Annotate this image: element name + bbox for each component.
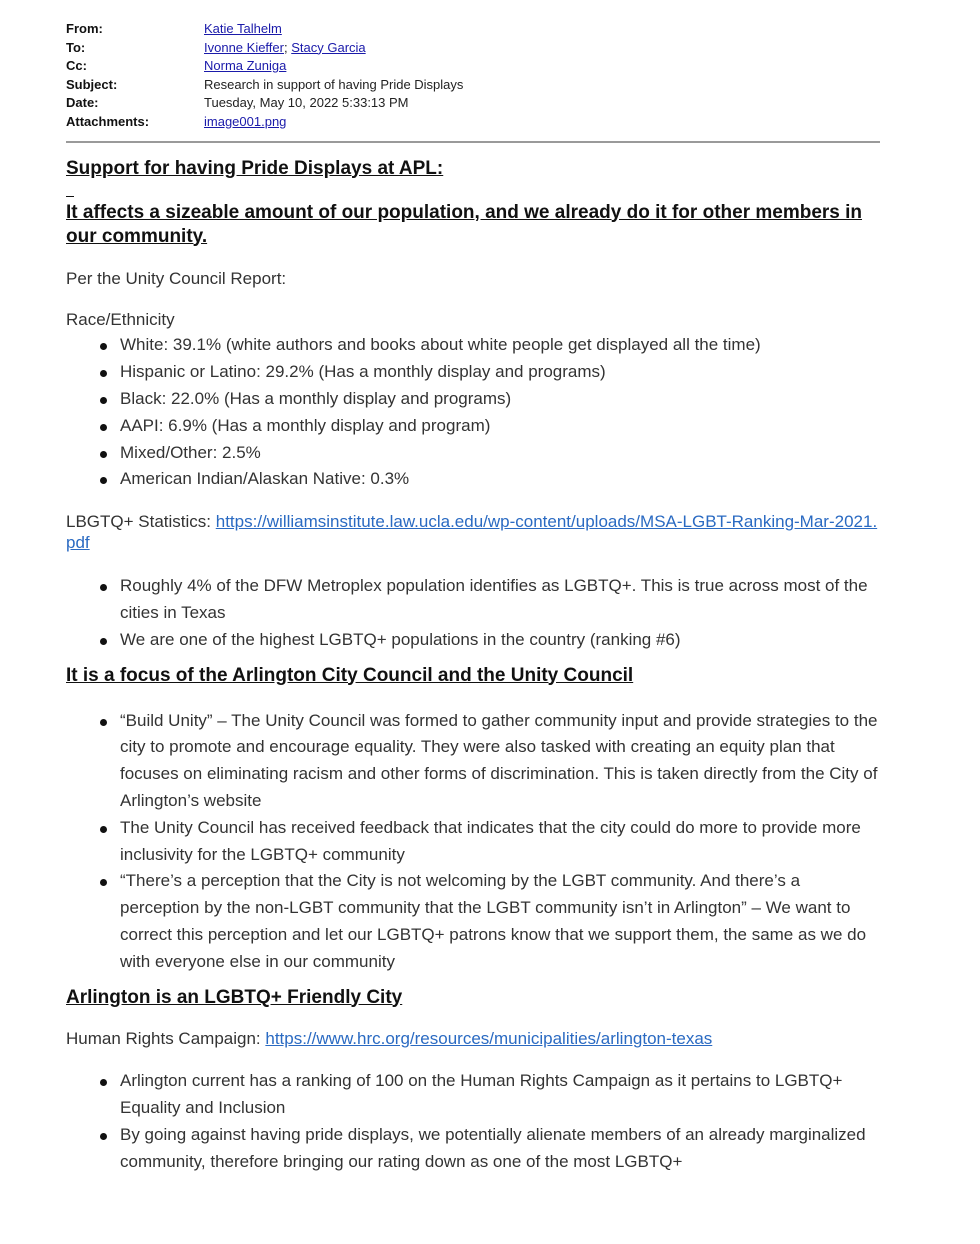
list-item: Roughly 4% of the DFW Metroplex population identifies as LGBTQ+. This is true across most of the cities in Texas xyxy=(120,573,880,627)
to-separator: ; xyxy=(283,39,288,55)
lgbtq-stats-paragraph xyxy=(66,511,880,553)
email-body xyxy=(66,157,880,1176)
document-title: Support for having Pride Displays at APL: xyxy=(66,157,444,179)
to-recipient-2-link[interactable]: Stacy Garcia xyxy=(291,39,366,55)
from-label: From: xyxy=(66,21,103,36)
hrc-paragraph xyxy=(66,1026,880,1053)
list-item: “There’s a perception that the City is not welcoming by the LGBT community. And there’s a perception by the non-LGBT community that the LGBT community isn’t in Arlington” – We want to correct this perception and let our LGBTQ+ patrons know that we support them, the same as we do with everyone else in our community xyxy=(120,868,880,975)
from-row xyxy=(66,20,880,39)
list-item: Black: 22.0% (Has a monthly display and programs) xyxy=(120,386,880,413)
list-item: Mixed/Other: 2.5% xyxy=(120,440,880,467)
list-item: We are one of the highest LGBTQ+ populations in the country (ranking #6) xyxy=(120,627,880,654)
list-item: By going against having pride displays, we potentially alienate members of an already marginalized community, therefore bringing our rating down as one of the most LGBTQ+ xyxy=(120,1122,880,1176)
hrc-list xyxy=(66,1068,880,1175)
williams-institute-link[interactable]: https://williamsinstitute.law.ucla.edu/wp-content/uploads/MSA-LGBT-Ranking-Mar-2021.pdf xyxy=(66,512,878,553)
cc-link[interactable]: Norma Zuniga xyxy=(204,58,287,74)
attachments-label: Attachments: xyxy=(66,113,150,129)
subject-value: Research in support of having Pride Displays xyxy=(204,76,464,92)
cc-row xyxy=(66,57,880,76)
lgbtq-stats-label: LBGTQ+ Statistics: xyxy=(66,512,216,532)
list-item: “Build Unity” – The Unity Council was formed to gather community input and provide strategies to the city to promote and encourage equality. They were also tasked with creating an equity plan that focuses on eliminating racism and other forms of discrimination. This is taken directly from the City of Arlington’s website xyxy=(120,708,880,815)
subject-row xyxy=(66,76,880,95)
per-report-text: Per the Unity Council Report: xyxy=(66,268,287,288)
cc-label: Cc: xyxy=(66,58,87,74)
lgbtq-stats-list xyxy=(66,573,880,653)
section-heading-friendly-city: Arlington is an LGBTQ+ Friendly City xyxy=(66,986,403,1008)
email-page xyxy=(66,20,880,1175)
race-list xyxy=(66,332,880,493)
race-heading: Race/Ethnicity xyxy=(66,310,175,330)
attachment-link[interactable]: image001.png xyxy=(204,113,287,129)
list-item: Arlington current has a ranking of 100 on the Human Rights Campaign as it pertains to LGBTQ+ Equality and Inclusion xyxy=(120,1068,880,1122)
list-item: The Unity Council has received feedback that indicates that the city could do more to provide more inclusivity for the LGBTQ+ community xyxy=(120,815,880,869)
underline-stub xyxy=(66,182,74,197)
section-heading-council: It is a focus of the Arlington City Council and the Unity Council xyxy=(66,664,634,686)
email-header xyxy=(66,20,880,132)
header-divider xyxy=(66,141,880,143)
from-link[interactable]: Katie Talhelm xyxy=(204,21,282,36)
council-list xyxy=(66,708,880,976)
to-row xyxy=(66,39,880,58)
list-item: American Indian/Alaskan Native: 0.3% xyxy=(120,466,880,493)
date-row xyxy=(66,94,880,113)
to-label: To: xyxy=(66,39,86,55)
list-item: Hispanic or Latino: 29.2% (Has a monthly display and programs) xyxy=(120,359,880,386)
list-item: White: 39.1% (white authors and books about white people get displayed all the time) xyxy=(120,332,880,359)
list-item: AAPI: 6.9% (Has a monthly display and program) xyxy=(120,413,880,440)
to-recipient-1-link[interactable]: Ivonne Kieffer xyxy=(204,39,284,55)
hrc-label: Human Rights Campaign: xyxy=(66,1028,266,1048)
hrc-link[interactable]: https://www.hrc.org/resources/municipalities/arlington-texas xyxy=(265,1028,713,1048)
section-heading-population: It affects a sizeable amount of our population, and we already do it for other members in our community. xyxy=(66,201,863,247)
attachments-row xyxy=(66,113,880,132)
subject-label: Subject: xyxy=(66,76,118,92)
date-value: Tuesday, May 10, 2022 5:33:13 PM xyxy=(204,95,409,111)
date-label: Date: xyxy=(66,95,99,111)
